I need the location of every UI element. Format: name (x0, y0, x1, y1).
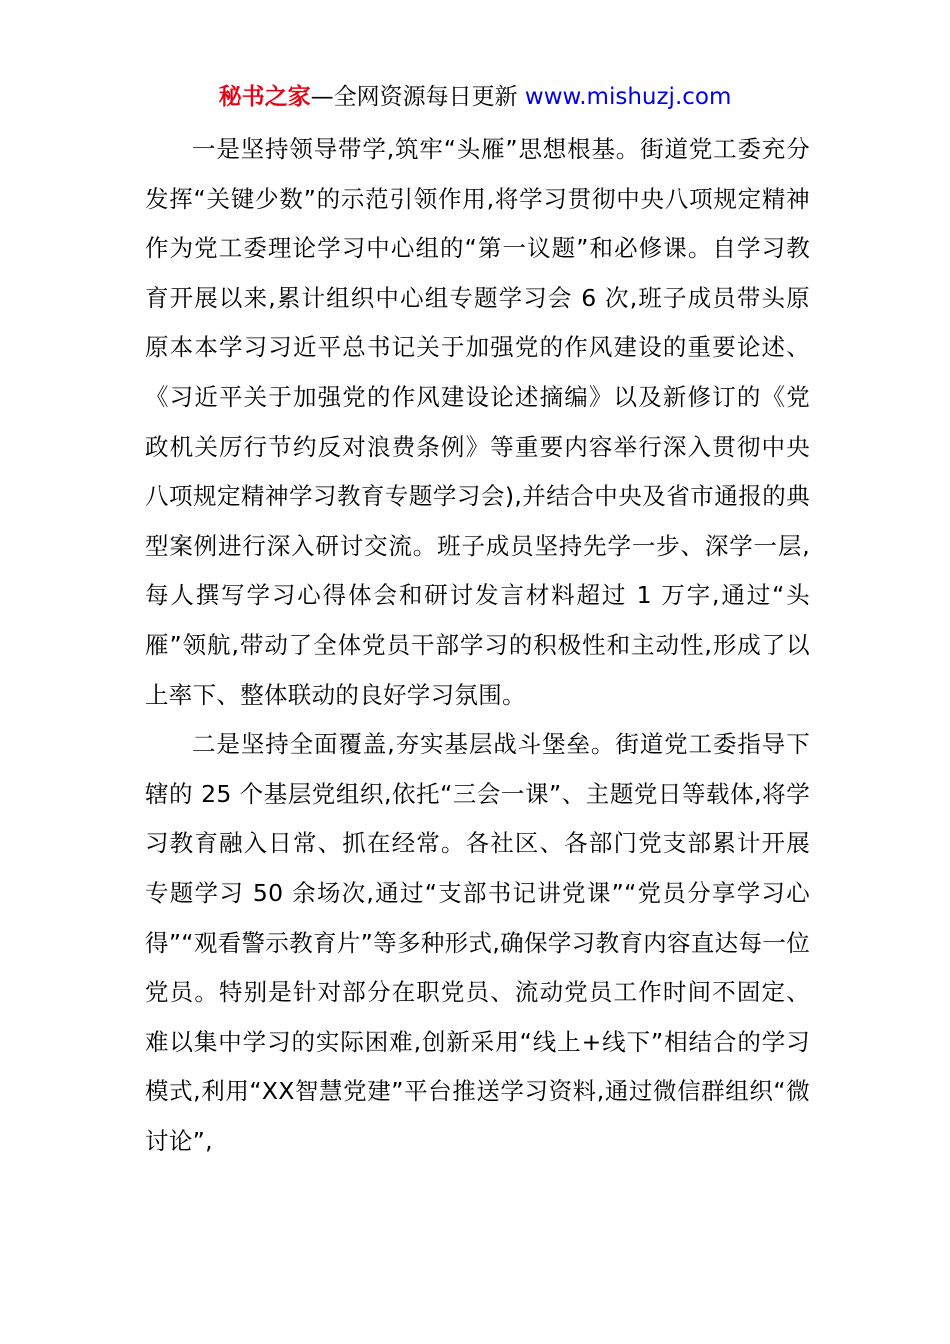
paragraph-1: 一是坚持领导带学,筑牢“头雁”思想根基。街道党工委充分发挥“关键少数”的示范引领作用,将学习贯彻中央八项规定精神作为党工委理论学习中心组的“第一议题”和必修课。自学习教育开展以来,累计组织中心组专题学习会 6 次,班子成员带头原原本本学习习近平总书记关于加强党的作风建设的重要论述、《习近平关于加强党的作风建设论述摘编》以及新修订的《党政机关厉行节约反对浪费条例》等重要内容举行深入贯彻中央八项规定精神学习教育专题学习会),并结合中央及省市通报的典型案例进行深入研讨交流。班子成员坚持先学一步、深学一层,每人撰写学习心得体会和研讨发言材料超过 1 万字,通过“头雁”领航,带动了全体党员干部学习的积极性和主动性,形成了以上率下、整体联动的良好学习氛围。 (145, 135, 810, 709)
site-url-link[interactable]: www.mishuzj.com (524, 84, 732, 110)
paragraph-2: 二是坚持全面覆盖,夯实基层战斗堡垒。街道党工委指导下辖的 25 个基层党组织,依托“三会一课”、主题党日等载体,将学习教育融入日常、抓在经常。各社区、各部门党支部累计开展专题学习 50 余场次,通过“支部书记讲党课”“党员分享学习心得”“观看警示教育片”等多种形式,确保学习教育内容直达每一位党员。特别是针对部分在职党员、流动党员工作时间不固定、难以集中学习的实际困难,创新采用“线上+线下”相结合的学习模式,利用“XX智慧党建”平台推送学习资料,通过微信群组织“微讨论”, (145, 730, 810, 1155)
site-header (0, 80, 950, 114)
site-slogan: —全网资源每日更新 (310, 84, 525, 110)
site-brand: 秘书之家 (218, 84, 311, 110)
document-body (145, 125, 810, 1166)
